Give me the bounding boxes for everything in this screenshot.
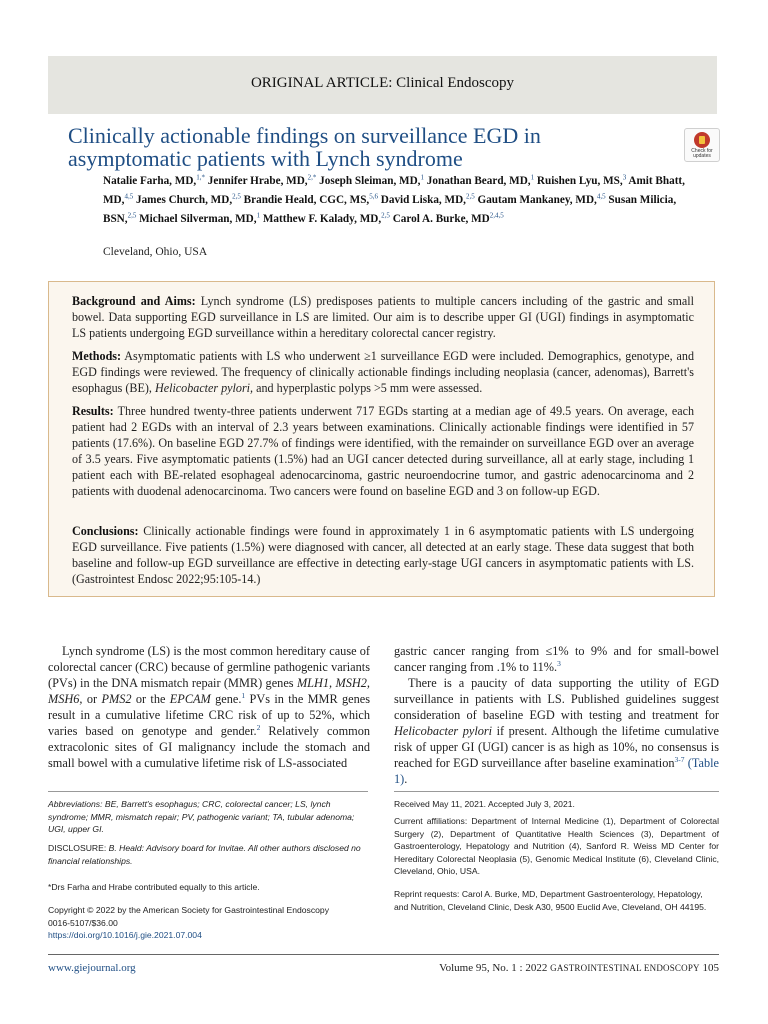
footnote-divider (48, 791, 368, 792)
body-text: or (86, 692, 98, 706)
footer-divider (48, 954, 719, 955)
continued-paragraph (394, 643, 719, 675)
intro-paragraph (48, 643, 370, 771)
body-text: gastric cancer ranging from ≤1% to 9% and for small-bowel cancer ranging from .1% to 11%. (394, 644, 719, 674)
section-header: ORIGINAL ARTICLE: Clinical Endoscopy (250, 75, 515, 91)
author-name: Gautam Mankaney, MD, (477, 193, 597, 206)
author-name: Jennifer Hrabe, MD, (207, 174, 308, 187)
copyright-text: Copyright © 2022 by the American Society for Gastrointestinal Endoscopy (48, 905, 330, 915)
author-entry (103, 175, 205, 187)
abstract-methods-italic: Helicobacter pylori, (154, 381, 254, 395)
author-affiliation-ref[interactable]: 4,5 (124, 192, 134, 201)
author-entry (478, 194, 606, 206)
abstract-background-label: Background and Aims: (72, 294, 196, 308)
author-name: Joseph Sleiman, MD, (319, 174, 421, 187)
disclosure-text: B. Heald: Advisory board for Invitae. All other authors disclosed no financial relationships. (48, 843, 361, 866)
abstract-methods-text-1: Asymptomatic patients with LS who underwent ≥1 surveillance EGD were included. Demographics, genotype, and EGD findings were reviewed. The frequency of clinically actionable findings including neoplasia (cancer, adenomas), Barrett's esophagus (BE), (72, 349, 694, 395)
paragraph (394, 675, 719, 787)
abstract-results-text: Three hundred twenty-three patients underwent 717 EGDs starting at a median age of 49.5 years. On average, each patient had 2 EGDs with an interval of 2.3 years between examinations. Clinically actionable findings were identified in 57 patients (17.6%). On baseline EGD 27.7% of findings were identified, with the remainder on surveillance EGD over an average of 3.5 years. Five asymptomatic patients (1.5%) had an UGI cancer detected during surveillance, all at early stage, including 1 patient each with BE-related esophageal adenocarcinoma, gastric neuroendocrine tumor, and gastric adenocarcinoma and 2 patients with duodenal adenocarcinoma. Two cancers were found on baseline EGD and 3 on follow-up EGD. (72, 404, 694, 498)
author-affiliation-ref[interactable]: 2,5 (127, 211, 137, 220)
author-name: Ruishen Lyu, MS, (536, 174, 623, 187)
author-location: Cleveland, Ohio, USA (103, 246, 208, 258)
abbreviations-label: Abbreviations: (48, 799, 103, 809)
abstract-methods (72, 348, 694, 396)
reference-link[interactable]: 3 (557, 658, 561, 668)
gene-name: PMS2 (101, 692, 132, 706)
author-affiliation-ref[interactable]: 2,4,5 (489, 211, 504, 220)
author-affiliation-ref[interactable]: 3 (622, 173, 627, 181)
disclosure-note (48, 842, 370, 867)
doi-link[interactable]: https://doi.org/10.1016/j.gie.2021.07.004 (48, 930, 202, 941)
received-date: Received May 11, 2021. Accepted July 3, 2021. (394, 799, 575, 809)
body-left-column (48, 643, 370, 771)
body-text: gene. (215, 692, 242, 706)
abstract-methods-label: Methods: (72, 349, 122, 363)
journal-name: GASTROINTESTINAL ENDOSCOPY (550, 963, 700, 973)
author-name: Natalie Farha, MD, (103, 174, 197, 187)
volume-info: Volume 95, No. 1 : 2022 (439, 962, 548, 974)
reference-link[interactable]: 3-7 (674, 754, 685, 764)
abstract-background (72, 293, 694, 341)
author-entry (244, 194, 378, 206)
author-entry (537, 175, 626, 187)
gene-name: MLH1, (296, 676, 333, 690)
footnote-divider (394, 791, 719, 792)
crossmark-icon (694, 132, 710, 148)
author-name: Brandie Heald, CGC, MS, (243, 193, 370, 206)
footer-citation (439, 962, 719, 974)
author-name: Carol A. Burke, MD (392, 213, 490, 226)
abstract-conclusions-label: Conclusions: (72, 524, 139, 538)
author-name: Michael Silverman, MD, (139, 213, 257, 226)
author-name: Susan Milicia, BSN, (103, 193, 677, 226)
abstract-conclusions-text: Clinically actionable findings were found in approximately 1 in 6 asymptomatic patients with LS undergoing EGD surveillance. Five patients (1.5%) were diagnosed with cancer, all detected at an early stage. These data suggest that both baseline and follow-up EGD surveillance are effective in detecting early-stage UGI cancers in asymptomatic patients with LS. (Gastrointest Endosc 2022;95:105-14.) (72, 524, 694, 586)
body-text: There is a paucity of data supporting the utility of EGD surveillance in patients with LS. Published guidelines suggest consideration of baseline EGD with testing and treatment for (394, 676, 719, 722)
issn-text: 0016-5107/$36.00 (48, 917, 118, 928)
body-text: Relatively common extracolonic sites of GI malignancy include the stomach and small bowel with a cumulative lifetime risk of LS-associated (48, 724, 370, 770)
affiliations-note: Current affiliations: Department of Internal Medicine (1), Department of Colorectal Surgery (2), Department of Quantitative Health Sciences (3), Department of Gastroenterology, Hepatology and Nutrition (4), Sanford R. Weiss MD Center for Hereditary Colorectal Neoplasia (5), Genomic Medical Institute (6), Cleveland Clinic, Cleveland, Ohio, USA. (394, 816, 719, 877)
author-entry (208, 175, 317, 187)
abstract-background-text: Lynch syndrome (LS) predisposes patients to multiple cancers including of the gastric and small bowel. Data supporting EGD surveillance in LS are limited. Our aim is to describe upper GI (UGI) findings in asymptomatic LS patients undergoing EGD surveillance within a hereditary colorectal cancer registry. (72, 294, 694, 340)
section-header-band (48, 56, 717, 114)
abstract-results (72, 403, 694, 499)
author-affiliation-ref[interactable]: 1 (530, 173, 535, 181)
author-entry (393, 213, 504, 225)
author-affiliation-ref[interactable]: 1 (256, 211, 261, 220)
author-affiliation-ref[interactable]: 2,* (307, 173, 317, 181)
journal-url-link[interactable]: www.giejournal.org (48, 962, 136, 974)
article-title: Clinically actionable findings on surveillance EGD in asymptomatic patients with Lynch syndrome (68, 123, 541, 171)
gene-name: MSH2, (335, 676, 370, 690)
body-text: PVs in the MMR genes result in a cumulative lifetime CRC risk of up to 52%, which varies based on genotype and gender. (48, 692, 371, 738)
reference-link[interactable]: 1 (241, 690, 246, 700)
check-for-updates-label: Check for updates (691, 148, 713, 159)
author-name: James Church, MD, (135, 193, 233, 206)
abbreviations-note (48, 798, 370, 836)
table-link[interactable]: (Table 1) (394, 756, 720, 786)
abstract-methods-text-2: and hyperplastic polyps >5 mm were assessed. (256, 381, 483, 395)
author-affiliation-ref[interactable]: 2,5 (232, 192, 241, 201)
author-entry (319, 175, 424, 187)
body-text: or the (135, 692, 166, 706)
author-affiliation-ref[interactable]: 1,* (196, 173, 205, 181)
author-entry (381, 194, 475, 206)
author-affiliation-ref[interactable]: 5,6 (369, 192, 378, 201)
body-text: if present. Although the lifetime cumulative risk of upper GI (UGI) cancer is as high as 10%, no consensus is reached for EGD surveillance after baseline examination (394, 724, 719, 770)
reprint-requests-note: Reprint requests: Carol A. Burke, MD, Department Gastroenterology, Hepatology, and Nutrition, Cleveland Clinic, Desk A30, 9500 Euclid Ave, Cleveland, OH 44195. (394, 889, 707, 912)
check-for-updates-badge[interactable] (684, 128, 720, 162)
abbreviations-text: BE, Barrett's esophagus; CRC, colorectal cancer; LS, lynch syndrome; MMR, mismatch repair; PV, pathogenic variant; TA, tubular adenoma; UGI, upper GI. (48, 799, 355, 835)
page-number: 105 (702, 962, 719, 974)
author-entry (427, 175, 534, 187)
body-text: Lynch syndrome (LS) is the most common hereditary cause of colorectal cancer (CRC) because of germline pathogenic variants (PVs) in the DNA mismatch repair (MMR) genes (48, 644, 370, 690)
gene-name: MSH6, (48, 692, 83, 706)
author-affiliation-ref[interactable]: 1 (420, 173, 424, 181)
author-name: Jonathan Beard, MD, (426, 174, 531, 187)
body-right-column (394, 643, 719, 787)
abstract-results-label: Results: (72, 404, 114, 418)
author-list (103, 170, 703, 228)
abstract-box (48, 281, 715, 597)
author-name: David Liska, MD, (380, 193, 466, 206)
species-name: Helicobacter pylori (394, 724, 493, 738)
author-entry (263, 213, 390, 225)
copyright-note (48, 904, 370, 942)
author-affiliation-ref[interactable]: 4,5 (596, 192, 606, 201)
author-affiliation-ref[interactable]: 2,5 (465, 192, 475, 201)
equal-contribution-note: *Drs Farha and Hrabe contributed equally to this article. (48, 882, 260, 892)
author-entry (136, 194, 241, 206)
author-entry (139, 213, 260, 225)
abstract-conclusions (72, 523, 694, 587)
gene-name: EPCAM (169, 692, 211, 706)
author-name: Amit Bhatt, MD, (103, 174, 685, 206)
body-text: . (404, 772, 408, 786)
disclosure-label: DISCLOSURE: (48, 843, 107, 853)
reference-link[interactable]: 2 (256, 722, 261, 732)
author-affiliation-ref[interactable]: 2,5 (381, 211, 390, 220)
author-name: Matthew F. Kalady, MD, (262, 213, 382, 226)
